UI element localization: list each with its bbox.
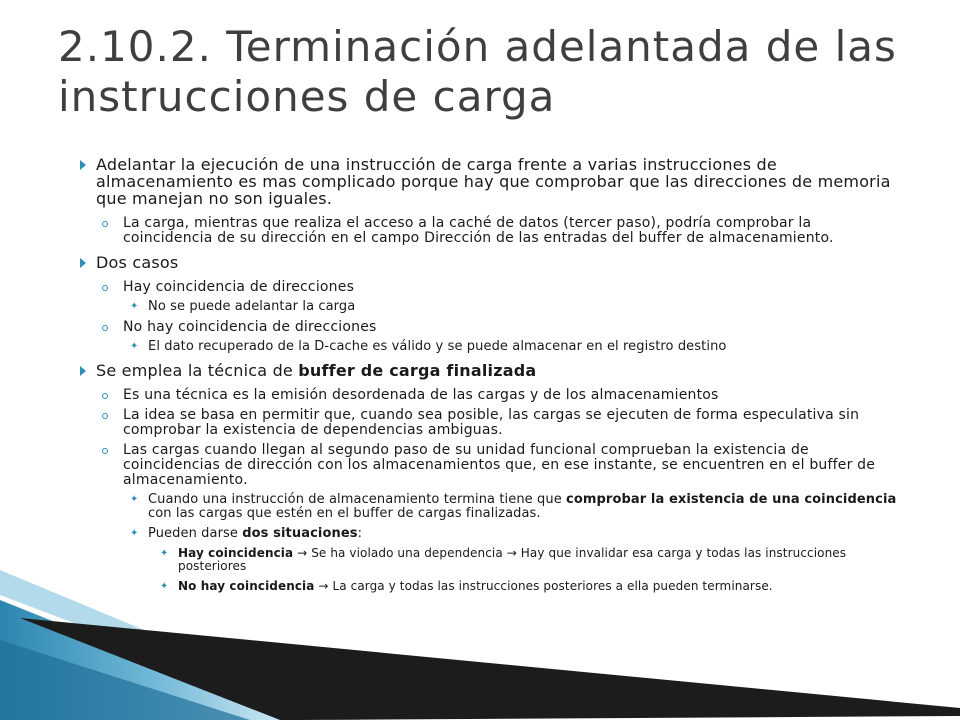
sub-bullet-text: Las cargas cuando llegan al segundo paso de su unidad funcional comprueban la existencia de coincidencias de dirección con los almacenamientos que, en ese instante, se encuentren en el buffer de almacenamiento. (123, 442, 876, 488)
slide-title: 2.10.2. Terminación adelantada de las instrucciones de carga (58, 22, 897, 121)
sub-bullet-text: Hay coincidencia de direcciones (123, 279, 355, 295)
circle-bullet-icon (102, 285, 108, 291)
circle-bullet-icon (102, 448, 108, 454)
level4-bullet-bold: No hay coincidencia (178, 579, 315, 593)
sub-sub-bullet-text: Pueden darse (148, 526, 243, 541)
sub-bullet-text: Es una técnica es la emisión desordenada de las cargas y de los almacenamientos (123, 387, 719, 403)
bullet-item (78, 156, 900, 207)
sub-sub-bullet-item (78, 493, 900, 521)
sub-bullet-item (78, 408, 900, 438)
triangle-bullet-icon (80, 366, 86, 376)
circle-bullet-icon (102, 325, 108, 331)
sub-sub-bullet-text: : (357, 526, 363, 541)
sub-bullet-text: No hay coincidencia de direcciones (123, 319, 377, 335)
level4-bullet-bold: Hay coincidencia (178, 546, 294, 560)
sub-bullet-item (78, 280, 900, 295)
bullet-text: Se emplea la técnica de (96, 361, 299, 380)
triangle-bullet-icon (80, 258, 86, 268)
sub-sub-bullet-text: con las cargas que estén en el buffer de cargas finalizadas. (148, 506, 541, 521)
sub-bullet-text: La carga, mientras que realiza el acceso a la caché de datos (tercer paso), podría comprobar la coincidencia de su dirección en el campo Dirección de las entradas del buffer de almacenamiento. (123, 215, 834, 246)
sub-bullet-text: La idea se basa en permitir que, cuando sea posible, las cargas se ejecuten de forma especulativa sin comprobar la existencia de dependencias ambiguas. (123, 407, 860, 438)
bullet-item (78, 362, 900, 379)
level4-bullet-item (78, 547, 900, 573)
circle-bullet-icon (102, 393, 108, 399)
sub-sub-bullet-bold: dos situaciones (242, 526, 358, 541)
sub-bullet-item (78, 388, 900, 403)
bullet-text: Dos casos (96, 253, 179, 272)
sub-sub-bullet-text: Cuando una instrucción de almacenamiento termina tiene que (148, 492, 567, 507)
circle-bullet-icon (102, 413, 108, 419)
sub-bullet-item (78, 216, 900, 246)
star-bullet-icon: ✦ (160, 581, 169, 592)
sub-bullet-item (78, 443, 900, 488)
triangle-bullet-icon (80, 160, 86, 170)
star-bullet-icon: ✦ (160, 548, 169, 559)
star-bullet-icon: ✦ (130, 494, 139, 505)
star-bullet-icon: ✦ (130, 301, 139, 312)
circle-bullet-icon (102, 221, 108, 227)
bullet-bold-text: buffer de carga finalizada (298, 361, 537, 380)
level4-bullet-text: → Se ha violado una dependencia → Hay que invalidar esa carga y todas las instrucciones posteriores (178, 546, 847, 573)
bullet-item (78, 254, 900, 271)
sub-sub-bullet-item (78, 300, 900, 314)
sub-sub-bullet-item (78, 527, 900, 541)
star-bullet-icon: ✦ (130, 341, 139, 352)
level4-bullet-item (78, 580, 900, 593)
sub-sub-bullet-text: No se puede adelantar la carga (148, 299, 356, 314)
bullet-text: Adelantar la ejecución de una instrucción de carga frente a varias instrucciones de almacenamiento es mas complicado porque hay que comprobar que las direcciones de memoria que manejan no son iguales. (96, 155, 891, 208)
sub-sub-bullet-item (78, 340, 900, 354)
sub-sub-bullet-text: El dato recuperado de la D-cache es válido y se puede almacenar en el registro destino (148, 339, 727, 354)
sub-sub-bullet-bold: comprobar la existencia de una coincidencia (566, 492, 897, 507)
slide-body (78, 156, 900, 600)
level4-bullet-text: → La carga y todas las instrucciones posteriores a ella pueden terminarse. (314, 579, 773, 593)
star-bullet-icon: ✦ (130, 528, 139, 539)
sub-bullet-item (78, 320, 900, 335)
